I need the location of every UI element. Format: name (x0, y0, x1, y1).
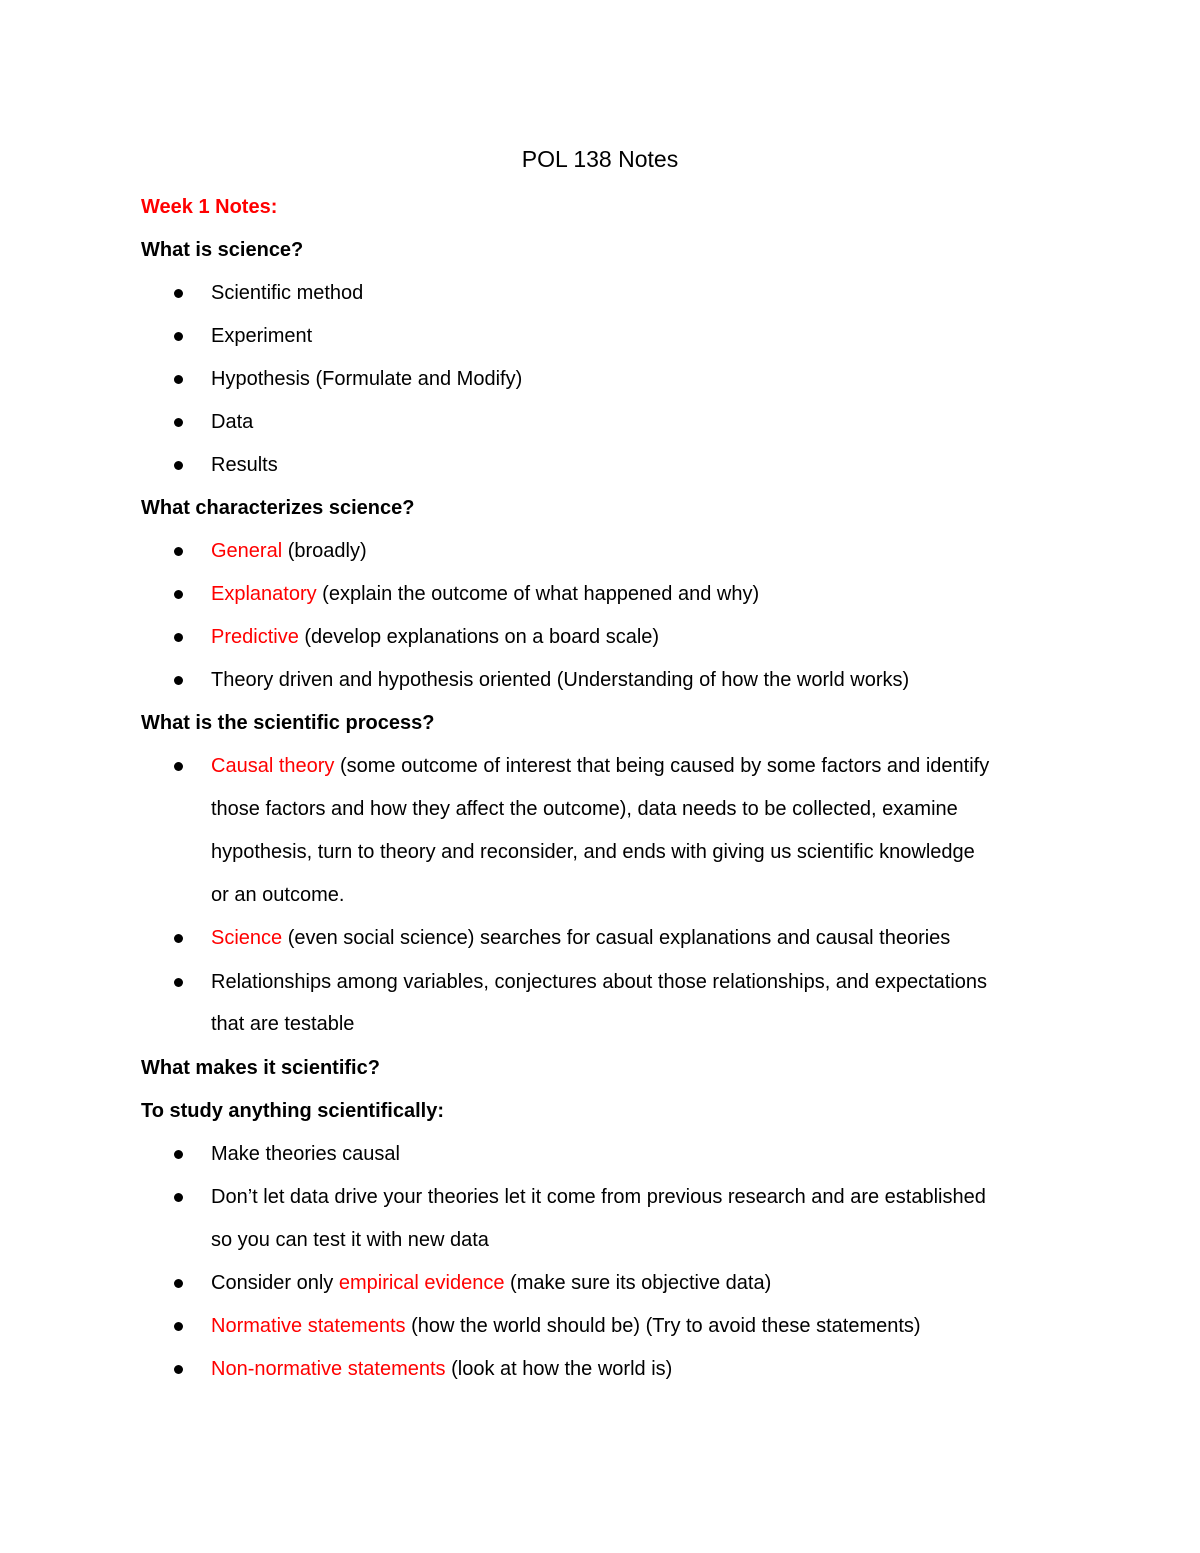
list-item: Scientific method (211, 282, 364, 304)
section-heading: To study anything scientifically: (141, 1100, 445, 1122)
term-description: (develop explanations on a board scale) (298, 626, 660, 648)
bullet-icon (174, 289, 183, 298)
section-heading: What is the scientific process? (141, 712, 435, 734)
term-description: (explain the outcome of what happened and why) (316, 583, 760, 605)
bullet-icon (174, 676, 183, 685)
key-term: Predictive (211, 626, 299, 648)
page-title: POL 138 Notes (521, 146, 679, 172)
bullet-icon (174, 633, 183, 642)
key-term: Normative statements (211, 1315, 406, 1337)
bullet-icon (174, 332, 183, 341)
bullet-icon (174, 547, 183, 556)
section-heading: What makes it scientific? (141, 1057, 380, 1079)
list-item (211, 537, 367, 565)
bullet-icon (174, 375, 183, 384)
item-text: Consider only (211, 1272, 339, 1294)
bullet-icon (174, 418, 183, 427)
term-description: (broadly) (282, 540, 367, 562)
list-item: Results (211, 454, 278, 476)
list-item (211, 1355, 672, 1383)
term-description: (look at how the world is) (445, 1358, 673, 1380)
term-description: (make sure its objective data) (504, 1272, 772, 1294)
week-heading: Week 1 Notes: (141, 196, 278, 218)
list-item (211, 1312, 921, 1340)
bullet-icon (174, 762, 183, 771)
bullet-icon (174, 934, 183, 943)
bullet-icon (174, 1150, 183, 1159)
list-item: Make theories causal (211, 1143, 400, 1165)
list-item-continuation: hypothesis, turn to theory and reconsider, and ends with giving us scientific knowledge (211, 841, 975, 863)
bullet-icon (174, 590, 183, 599)
bullet-icon (174, 1193, 183, 1202)
list-item: Relationships among variables, conjectures about those relationships, and expectations (211, 971, 988, 993)
key-term: Non-normative statements (211, 1358, 446, 1380)
list-item-continuation: those factors and how they affect the outcome), data needs to be collected, examine (211, 798, 958, 820)
list-item-continuation: that are testable (211, 1013, 355, 1035)
key-term: empirical evidence (338, 1272, 505, 1294)
list-item: Experiment (211, 325, 313, 347)
term-description: (how the world should be) (Try to avoid these statements) (405, 1315, 921, 1337)
key-term: General (211, 540, 283, 562)
list-item (211, 580, 759, 608)
key-term: Explanatory (211, 583, 317, 605)
section-heading: What is science? (141, 239, 304, 261)
list-item (211, 924, 950, 952)
term-description: (even social science) searches for casual explanations and causal theories (282, 927, 951, 949)
list-item: Theory driven and hypothesis oriented (Understanding of how the world works) (211, 669, 910, 691)
term-description: (some outcome of interest that being caused by some factors and identify (334, 755, 990, 777)
bullet-icon (174, 1365, 183, 1374)
list-item (211, 752, 989, 780)
key-term: Science (211, 927, 283, 949)
list-item-continuation: so you can test it with new data (211, 1229, 489, 1251)
bullet-icon (174, 978, 183, 987)
section-heading: What characterizes science? (141, 497, 415, 519)
list-item: Hypothesis (Formulate and Modify) (211, 368, 523, 390)
list-item (211, 623, 659, 651)
list-item (211, 1269, 771, 1297)
key-term: Causal theory (211, 755, 335, 777)
list-item: Data (211, 411, 254, 433)
list-item-continuation: or an outcome. (211, 884, 345, 906)
bullet-icon (174, 1322, 183, 1331)
list-item: Don’t let data drive your theories let it come from previous research and are established (211, 1186, 986, 1208)
bullet-icon (174, 1279, 183, 1288)
bullet-icon (174, 461, 183, 470)
